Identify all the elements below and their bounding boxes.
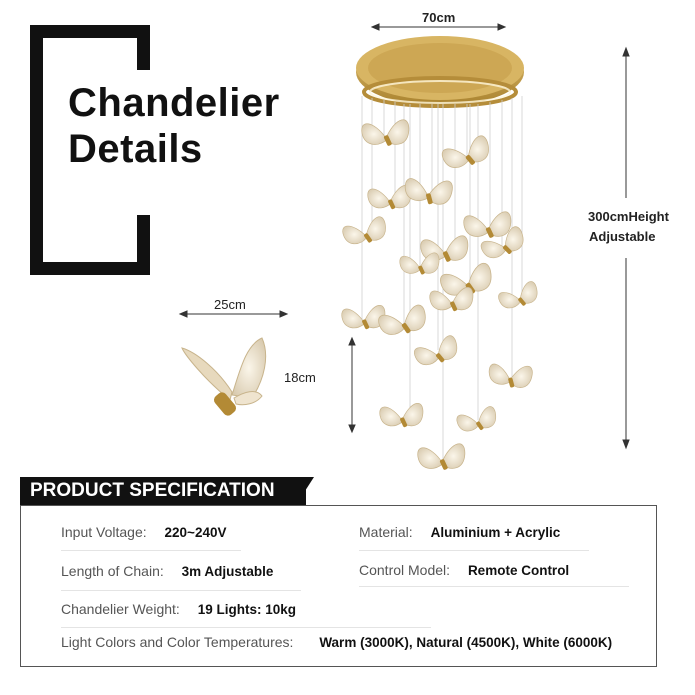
spec-input-voltage [61,524,226,540]
chandelier-ring [356,36,524,106]
spec-weight [61,601,296,617]
spec-header: PRODUCT SPECIFICATION [20,477,306,505]
spec-colors [61,634,612,650]
height-note: Adjustable [589,229,656,244]
spec-chain-value: 3m Adjustable [181,564,274,579]
row-divider [359,550,589,551]
spec-input-voltage-value: 220~240V [164,525,227,540]
row-divider [61,590,301,591]
spec-colors-value: Warm (3000K), Natural (4500K), White (6000K) [319,635,613,650]
height-value: 300cm [588,209,629,224]
spec-weight-label: Chandelier Weight: [61,601,180,617]
spec-control-label: Control Model: [359,562,451,578]
spec-material-label: Material: [359,524,413,540]
row-divider [359,586,629,587]
butterfly-detail [182,338,266,418]
title-line-1: Chandelier [68,81,284,125]
spec-chain-label: Length of Chain: [61,563,164,579]
spec-control-value: Remote Control [467,563,570,578]
row-divider [61,627,431,628]
title-line-2: Details [68,127,207,171]
spec-material [359,524,560,540]
butterfly-width-label: 25cm [214,297,246,312]
ring-width-label: 70cm [422,10,456,25]
spec-box [20,505,657,667]
spec-material-value: Aluminium + Acrylic [430,525,561,540]
spec-chain [61,563,273,579]
spec-control [359,562,569,578]
height-word: Height [628,209,669,224]
spec-input-voltage-label: Input Voltage: [61,524,147,540]
butterfly-height-label: 18cm [284,370,316,385]
height-arrow [623,48,629,448]
butterfly-height-arrow [349,338,355,432]
chandelier-butterflies [341,120,540,470]
height-label [588,209,669,224]
row-divider [61,550,241,551]
spec-colors-label: Light Colors and Color Temperatures: [61,634,294,650]
spec-weight-value: 19 Lights: 10kg [197,602,296,617]
spec-header-tail [296,477,314,505]
